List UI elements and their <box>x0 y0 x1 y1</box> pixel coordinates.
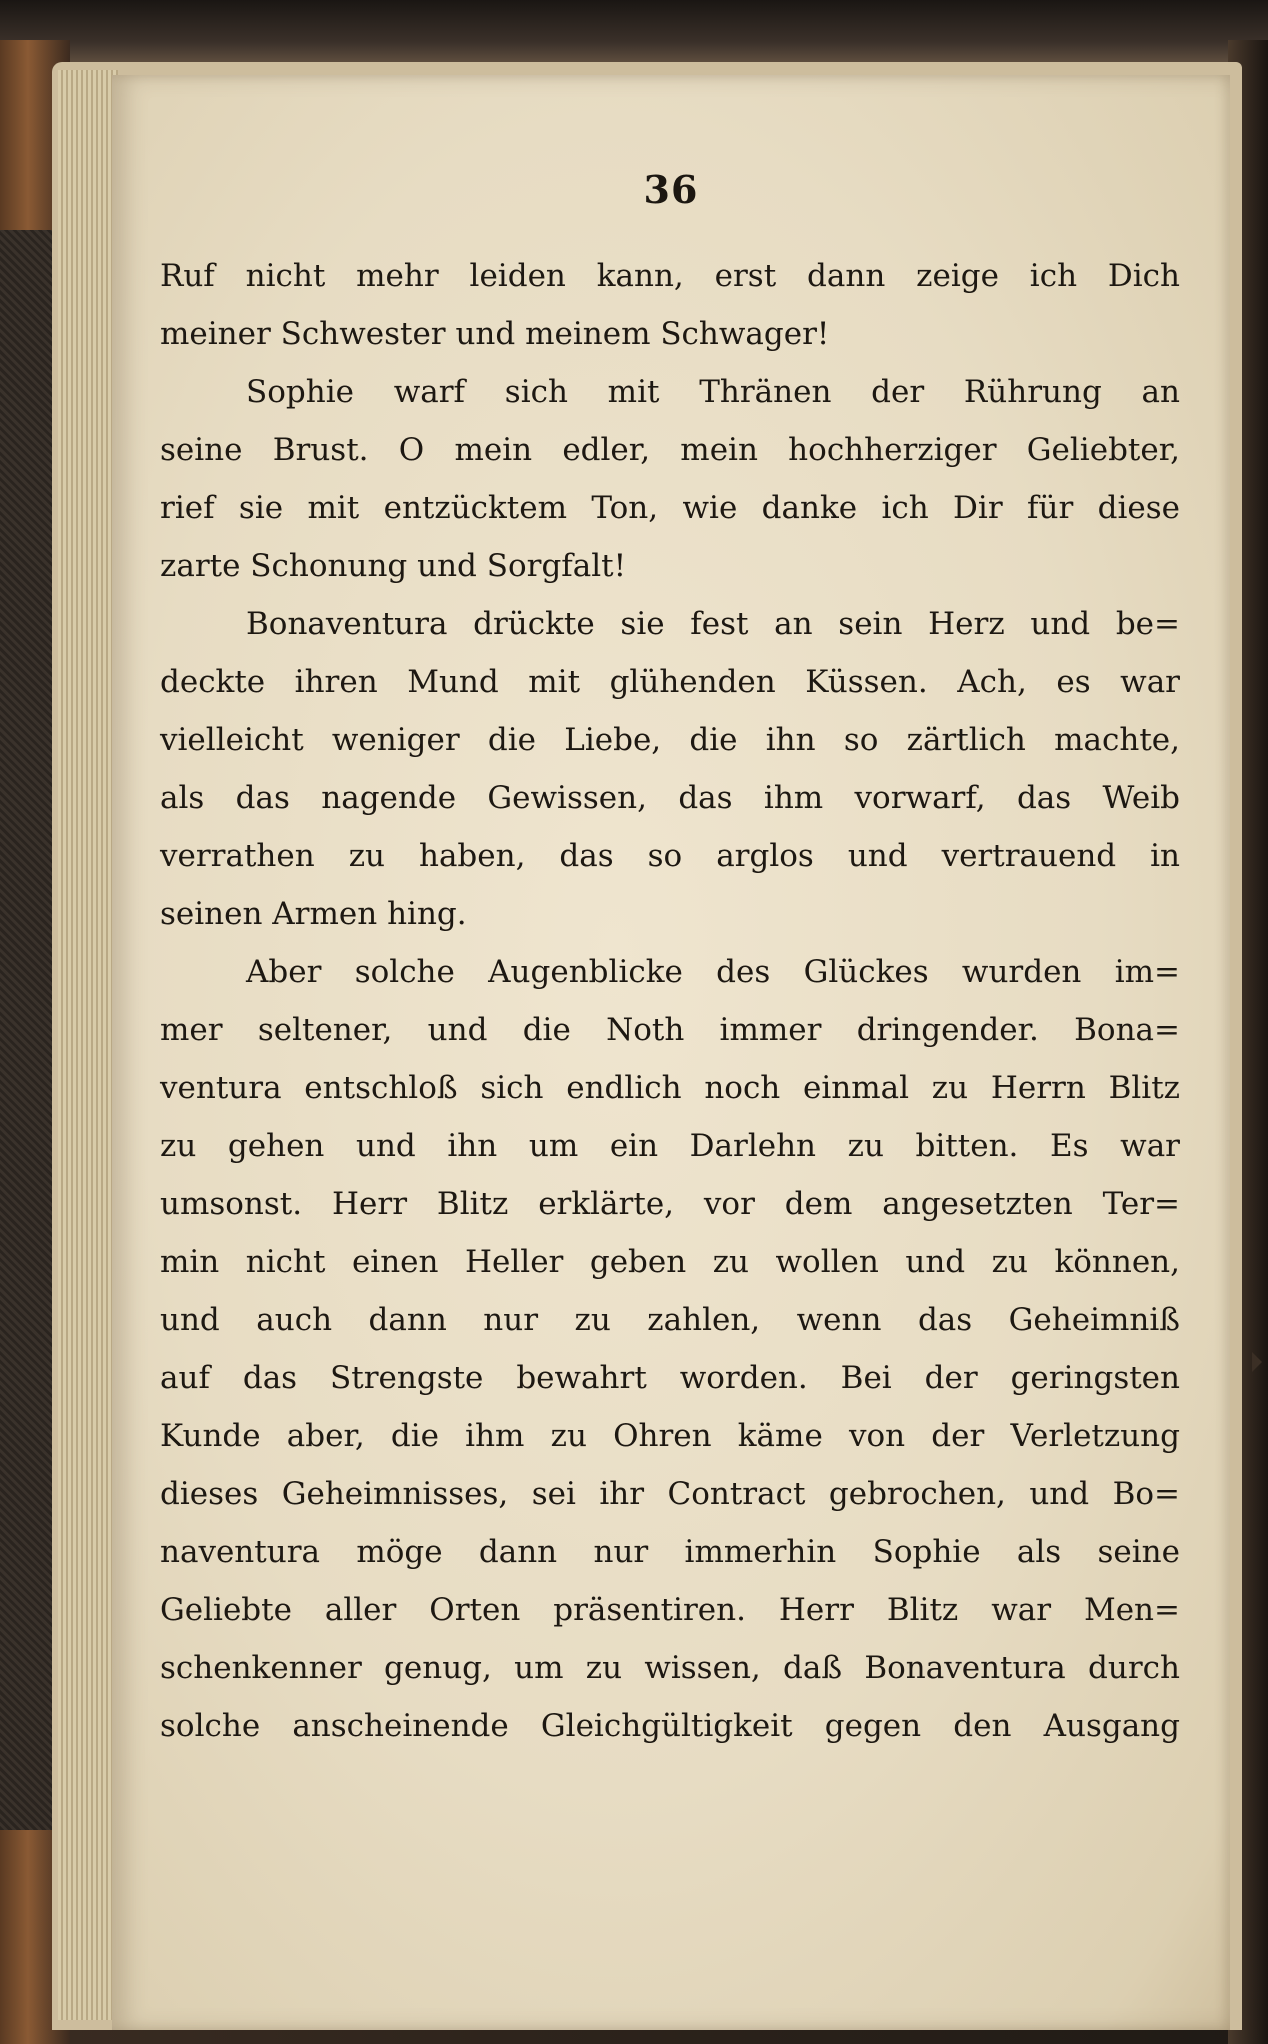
text-line: Ruf nicht mehr leiden kann, erst dann zeige ich Dich <box>160 258 1180 294</box>
text-line: auf das Strengste bewahrt worden. Bei der geringsten <box>160 1360 1180 1396</box>
text-line: seine Brust. O mein edler, mein hochherziger Geliebter, <box>160 432 1180 468</box>
text-line: naventura möge dann nur immerhin Sophie als seine <box>160 1534 1180 1570</box>
text-line: und auch dann nur zu zahlen, wenn das Geheimniß <box>160 1302 1180 1338</box>
text-line: meiner Schwester und meinem Schwager! <box>160 316 830 352</box>
text-line: zarte Schonung und Sorgfalt! <box>160 548 627 584</box>
text-line: Bonaventura drückte sie fest an sein Herz und be= <box>246 606 1180 642</box>
text-line: dieses Geheimnisses, sei ihr Contract gebrochen, und Bo= <box>160 1476 1180 1512</box>
text-line: min nicht einen Heller geben zu wollen und zu können, <box>160 1244 1180 1280</box>
text-line: umsonst. Herr Blitz erklärte, vor dem angesetzten Ter= <box>160 1186 1180 1222</box>
page-edges <box>58 70 118 2020</box>
page-number: 36 <box>643 167 699 212</box>
page-edge-marker-icon <box>1252 1352 1262 1372</box>
text-line: Aber solche Augenblicke des Glückes wurden im= <box>246 954 1180 990</box>
text-line: vielleicht weniger die Liebe, die ihn so zärtlich machte, <box>160 722 1180 758</box>
text-line: mer seltener, und die Noth immer dringender. Bona= <box>160 1012 1180 1048</box>
text-line: schenkenner genug, um zu wissen, daß Bonaventura durch <box>160 1650 1180 1686</box>
text-line: seinen Armen hing. <box>160 896 467 932</box>
text-line: ventura entschloß sich endlich noch einmal zu Herrn Blitz <box>160 1070 1180 1106</box>
text-line: zu gehen und ihn um ein Darlehn zu bitten. Es war <box>160 1128 1180 1164</box>
text-line: als das nagende Gewissen, das ihm vorwarf, das Weib <box>160 780 1180 816</box>
text-line: deckte ihren Mund mit glühenden Küssen. Ach, es war <box>160 664 1180 700</box>
text-line: verrathen zu haben, das so arglos und vertrauend in <box>160 838 1180 874</box>
page-text <box>160 0 1180 2044</box>
text-line: rief sie mit entzücktem Ton, wie danke ich Dir für diese <box>160 490 1180 526</box>
text-line: Kunde aber, die ihm zu Ohren käme von der Verletzung <box>160 1418 1180 1454</box>
text-line: Geliebte aller Orten präsentiren. Herr Blitz war Men= <box>160 1592 1180 1628</box>
book-cover-binding <box>0 230 58 1830</box>
text-line: solche anscheinende Gleichgültigkeit gegen den Ausgang <box>160 1708 1180 1744</box>
text-line: Sophie warf sich mit Thränen der Rührung an <box>246 374 1180 410</box>
